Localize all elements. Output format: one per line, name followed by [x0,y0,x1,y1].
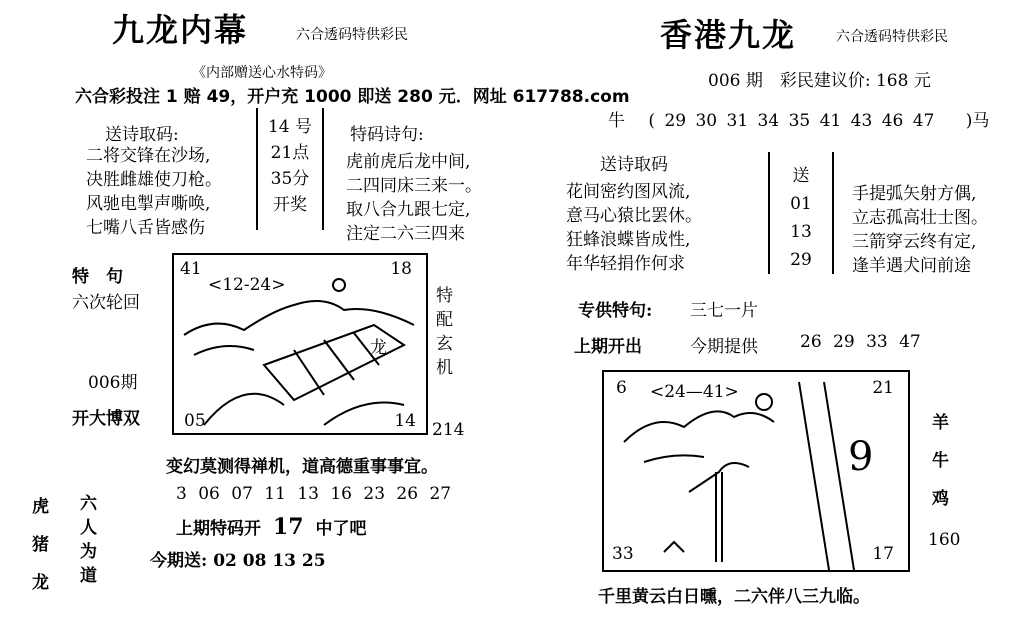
poem-line: 立志孤高壮士图。 [852,208,988,228]
right-title: 香港九龙 [660,16,797,54]
today-send: 今期送: 02 08 13 25 [150,551,326,571]
special-poem-label: 特码诗句: [350,125,424,145]
sketch-tl: 6 [616,378,627,398]
sketch-dragon: 龙 [370,338,387,358]
send-num: 01 [790,194,812,214]
te-ju-label: 特 句 [72,267,123,287]
left-caption: 变幻莫测得禅机，道高德重事事宜。 [166,457,438,477]
left-poem [86,144,222,240]
niu-label: 牛 [608,111,625,131]
left-poem-label: 送诗取码: [105,125,179,145]
niu-end: )马 [965,111,990,131]
sketch-tl: 41 [180,259,202,279]
left-numbers: 3 06 07 11 13 16 23 26 27 [176,484,452,504]
right-caption: 千里黄云白日曛，二六伴八三九临。 [598,587,870,607]
left-period: 006期 [88,373,138,393]
sketch-bl: 33 [612,544,634,564]
poem-line: 二将交锋在沙场, [86,146,211,166]
sketch-range: <12-24> [208,275,286,295]
left-banner: 《内部赠送心水特码》 [192,65,332,81]
send-num: 29 [790,250,812,270]
char: 为 [80,542,97,562]
niu-line [608,106,989,131]
big-small: 开大博双 [72,409,140,429]
side-char: 机 [436,358,453,378]
six-people [80,492,97,588]
zodiac: 龙 [32,573,49,593]
poem-line: 逢羊遇犬问前途 [852,256,971,276]
shangqi: 上期开出 [574,337,642,357]
poem-line: 取八合九跟七定, [346,200,471,220]
side-char: 特 [436,286,453,306]
poem-line: 手提弧矢射方偶, [852,184,977,204]
draw-time-box [256,108,324,230]
char: 六 [80,494,97,514]
send-label: 送 [792,166,810,186]
zodiacs-left [32,488,49,602]
ad-line: 六合彩投注 1 赔 49，开户充 1000 即送 280 元．网址 617788.com [75,87,630,107]
last-number: 17 [272,514,304,540]
poem-line: 七嘴八舌皆感伤 [86,218,205,238]
sketch-br: 17 [872,544,894,564]
last-suffix: 中了吧 [315,519,367,539]
right-side-number: 160 [928,530,961,550]
sketch-br: 14 [394,411,416,431]
draw-date: 14 号 [267,117,313,137]
special-poem [346,150,482,246]
poem-line: 风驰电掣声嘶唤, [86,194,211,214]
draw-label: 开奖 [273,195,307,215]
poem-line: 三箭穿云终有定, [852,232,977,252]
poem-line: 意马心猿比罢休。 [566,206,702,226]
right-side-vertical [932,404,949,518]
last-draw [176,514,366,540]
zodiac: 羊 [932,413,949,433]
left-title: 九龙内幕 [112,11,249,49]
zodiac: 牛 [932,451,949,471]
niu-numbers: ( 29 30 31 34 35 41 43 46 47 [648,111,935,131]
right-poem [566,180,702,276]
sketch-bl: 05 [184,411,206,431]
poem-line: 注定二六三四来 [346,224,465,244]
poem-line: 年华轻捐作何求 [566,254,685,274]
sketch-tr: 21 [872,378,894,398]
poem-line: 狂蜂浪蝶皆成性, [566,230,691,250]
te-ju-sub: 六次轮回 [72,293,140,313]
poem-line: 虎前虎后龙中间, [346,152,471,172]
zodiac: 猪 [32,535,49,555]
sketch-mid: 9 [848,434,874,480]
poem-line: 花间密约图风流, [566,182,691,202]
sketch-tr: 18 [390,259,412,279]
left-side-vertical [436,284,453,380]
zhuan-label: 专供特句: [578,301,653,321]
send-box [768,152,834,274]
side-char: 玄 [436,334,453,354]
char: 道 [80,566,97,586]
zhuan-text: 三七一片 [690,301,758,321]
right-period: 006 期 彩民建议价: 168 元 [708,71,931,91]
jinqi: 今期提供 [690,337,758,357]
left-sketch [172,253,428,435]
left-side-number: 214 [432,420,465,440]
poem-line: 决胜雌雄使刀枪。 [86,170,222,190]
draw-hour: 21点 [270,143,310,163]
poem-line: 二四同床三来一。 [346,176,482,196]
zodiac: 鸡 [932,489,949,509]
jinqi-numbers: 26 29 33 47 [800,332,921,352]
last-label: 上期特码开 [176,519,261,539]
char: 人 [80,518,97,538]
right-poem2 [852,182,988,278]
send-num: 13 [790,222,812,242]
side-char: 配 [436,310,453,330]
left-subtitle: 六合透码特供彩民 [296,27,408,43]
draw-minute: 35分 [270,169,310,189]
right-subtitle: 六合透码特供彩民 [836,29,948,45]
sketch-range: <24—41> [650,382,739,402]
right-sketch [602,370,910,572]
right-poem-label: 送诗取码 [600,155,668,175]
zodiac: 虎 [32,497,49,517]
